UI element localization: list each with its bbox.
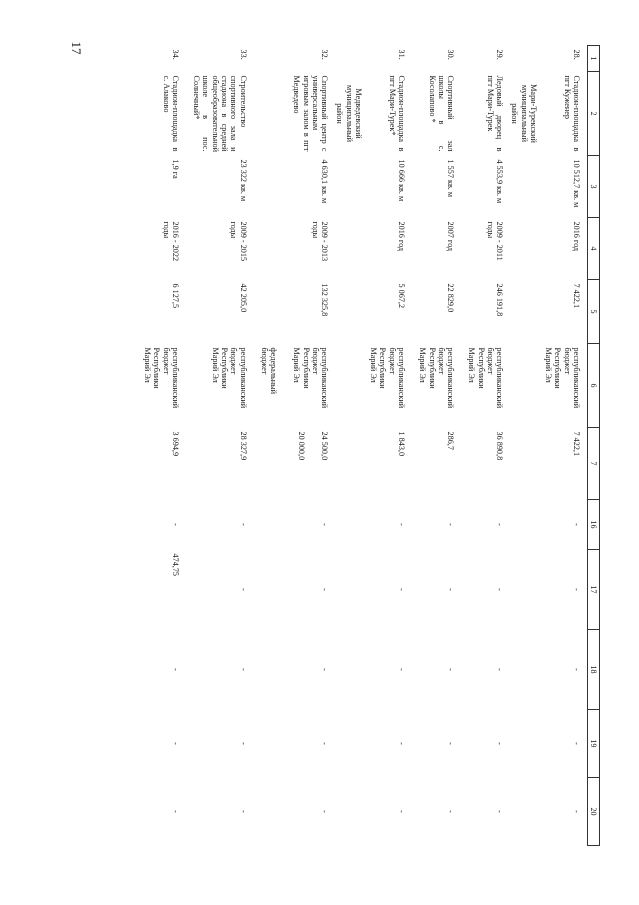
funding-source	[363, 344, 412, 428]
funding-source	[186, 344, 254, 428]
value-col-18: -	[238, 668, 248, 671]
value-col-19: -	[320, 742, 330, 745]
construction-period: 2009 - 2011 годы	[485, 221, 505, 261]
value-col-16: -	[320, 523, 330, 526]
object-capacity: 10 512,7 кв. м	[571, 159, 581, 208]
value-col-16: -	[170, 523, 180, 526]
column-header-3: 3	[587, 156, 599, 218]
funding-amount-line: 24 500,0	[320, 431, 330, 461]
funding-source-line: Марий Эл	[369, 347, 379, 383]
funding-source-line: Марий Эл	[143, 347, 153, 383]
value-col-19: -	[446, 742, 456, 745]
object-name: Стадион-площадка в с. Алаково	[161, 75, 180, 152]
object-name: Строительство спортивного зала и стадиона в средней общеобразовательной школе в пос. Солнечный*	[192, 75, 248, 153]
value-col-18: -	[446, 668, 456, 671]
empty-cell	[335, 218, 363, 280]
funding-source	[461, 344, 510, 428]
object-name: Спортивный зал школы в с. Косолапово *	[427, 75, 456, 152]
funding-source-line: Марий Эл	[544, 347, 554, 383]
funding-source	[254, 344, 336, 428]
empty-cell	[510, 550, 538, 630]
value-col-18: -	[495, 668, 505, 671]
empty-cell	[510, 344, 538, 428]
funding-source-line: бюджет	[310, 347, 320, 375]
column-header-18: 18	[587, 630, 599, 710]
row-number: 29.	[495, 49, 505, 60]
funding-source-line: республиканский	[446, 347, 456, 409]
funding-source-line: бюджет	[229, 347, 239, 375]
value-col-18: -	[396, 668, 406, 671]
column-header-17: 17	[587, 550, 599, 630]
district-name	[335, 72, 363, 156]
funding-amount-secondary-line: 20 000,0	[296, 431, 306, 461]
column-header-2: 2	[587, 72, 599, 156]
funding-source-line: республиканский	[170, 347, 180, 409]
row-number: 33.	[238, 49, 248, 60]
funding-amount: 1 843,0	[396, 431, 406, 457]
object-capacity: 4 630,1 кв. м	[320, 159, 330, 204]
funding-source-line: Республики	[427, 347, 437, 389]
table-row	[412, 46, 461, 846]
funding-source-line: бюджет	[436, 347, 446, 375]
estimated-cost: 7 422,1	[571, 283, 581, 309]
empty-cell	[510, 778, 538, 846]
empty-cell	[335, 778, 363, 846]
empty-cell	[335, 710, 363, 778]
empty-cell	[510, 218, 538, 280]
table-body	[137, 46, 588, 846]
column-header-1: 1	[587, 46, 599, 72]
construction-period: 2016 год	[396, 221, 406, 252]
object-name: Спортивный центр с универсальным игровым залом в пгт Медведево	[292, 75, 330, 152]
object-name: Стадион-площадка в пгт Куженер	[562, 75, 581, 152]
row-number: 31.	[396, 49, 406, 60]
table-row	[137, 46, 186, 846]
value-col-20: -	[238, 810, 248, 813]
empty-cell	[335, 344, 363, 428]
estimated-cost: 5 067,2	[396, 283, 406, 309]
value-col-16: -	[571, 523, 581, 526]
empty-cell	[510, 630, 538, 710]
funding-source-line: республиканский	[238, 347, 248, 409]
construction-period: 2009 - 2015 годы	[229, 221, 248, 262]
value-col-19: -	[571, 742, 581, 745]
empty-cell	[510, 280, 538, 344]
funding-source-line: республиканский	[495, 347, 505, 409]
document-sheet	[40, 40, 600, 850]
funding-source-line: Республики	[220, 347, 229, 389]
funding-amount	[254, 428, 336, 500]
value-col-16: -	[238, 523, 248, 526]
empty-cell	[510, 46, 538, 72]
value-col-18: -	[170, 668, 180, 671]
funding-amount: 286,7	[446, 431, 456, 450]
value-col-17: -	[238, 588, 248, 591]
object-capacity: 4 553,9 кв. м	[495, 159, 505, 204]
value-col-20: -	[495, 810, 505, 813]
value-col-17: -	[320, 588, 330, 591]
empty-cell	[510, 156, 538, 218]
value-col-17: -	[495, 588, 505, 591]
column-header-19: 19	[587, 710, 599, 778]
value-col-19: -	[238, 742, 248, 745]
funding-source-line: бюджет	[387, 347, 397, 375]
object-name: Стадион-площадка в пгт Мари-Турек*	[387, 75, 406, 152]
funding-source	[412, 344, 461, 428]
value-col-17: -	[396, 588, 406, 591]
funding-amount: 36 890,8	[495, 431, 505, 461]
funding-amount: 7 422,1	[571, 431, 581, 457]
funding-amount: 28 327,9	[238, 431, 248, 461]
value-col-20: -	[320, 810, 330, 813]
page-number: 17	[69, 41, 84, 55]
table-row	[363, 46, 412, 846]
value-col-20: -	[571, 810, 581, 813]
value-col-16: -	[495, 523, 505, 526]
empty-cell	[510, 428, 538, 500]
column-header-5: 5	[587, 280, 599, 344]
empty-cell	[335, 500, 363, 550]
construction-period: 2016 год	[571, 221, 581, 252]
value-col-20: -	[446, 810, 456, 813]
table-row	[538, 46, 588, 846]
row-number: 28.	[571, 49, 581, 60]
object-capacity: 1 557 кв. м	[446, 159, 456, 198]
funding-source-line: Марий Эл	[292, 347, 302, 383]
object-capacity: 23 322 кв. м	[238, 159, 248, 202]
value-col-16: -	[446, 523, 456, 526]
estimated-cost: 42 205,0	[238, 283, 248, 313]
funding-source-line: бюджет	[485, 347, 495, 375]
table-row	[186, 46, 254, 846]
row-number: 34.	[170, 49, 180, 60]
district-name	[510, 72, 538, 156]
estimated-cost: 22 829,0	[446, 283, 456, 313]
funding-source-line: Республики	[301, 347, 311, 389]
district-name-line: Мари-Турекский	[528, 84, 538, 143]
funding-source-line: Республики	[152, 347, 162, 389]
estimated-cost: 246 191,8	[495, 283, 505, 317]
funding-source-line: Марий Эл	[210, 347, 220, 383]
district-row	[510, 46, 538, 846]
value-col-17: -	[571, 588, 581, 591]
empty-cell	[510, 710, 538, 778]
row-number: 32.	[320, 49, 330, 60]
object-name: Ледовый дворец в пгт Мари-Турек	[485, 75, 505, 152]
district-name-line: муниципальный район	[510, 85, 529, 142]
district-row	[335, 46, 363, 846]
construction-period: 2007 год	[446, 221, 456, 252]
row-number: 30.	[446, 49, 456, 60]
funding-source-line: Республики	[476, 347, 486, 389]
empty-cell	[335, 550, 363, 630]
funding-source-line: Марий Эл	[418, 347, 428, 383]
funding-source-line: республиканский	[320, 347, 330, 409]
funding-source	[137, 344, 186, 428]
empty-cell	[335, 630, 363, 710]
district-name-line: муниципальный район	[335, 85, 354, 142]
value-col-19: -	[396, 742, 406, 745]
funding-source-line: бюджет	[562, 347, 572, 375]
table-row	[254, 46, 336, 846]
estimated-cost: 6 127,5	[170, 283, 180, 309]
district-name-line: Медведевский	[353, 88, 363, 139]
value-col-20: -	[170, 810, 180, 813]
investment-table	[137, 45, 600, 846]
funding-source-line: республиканский	[571, 347, 581, 409]
table-row	[461, 46, 510, 846]
funding-source-line: бюджет	[161, 347, 171, 375]
column-header-6: 6	[587, 344, 599, 428]
empty-cell	[335, 46, 363, 72]
column-header-7: 7	[587, 428, 599, 500]
funding-source-secondary-line: бюджет	[259, 347, 269, 375]
value-col-20: -	[396, 810, 406, 813]
funding-amount: 3 694,9	[170, 431, 180, 457]
funding-source-line: республиканский	[396, 347, 406, 409]
column-header-16: 16	[587, 500, 599, 550]
object-capacity: 1,9 га	[170, 159, 180, 179]
funding-source-secondary-line: федеральный	[269, 347, 279, 395]
empty-cell	[335, 280, 363, 344]
column-header-4: 4	[587, 218, 599, 280]
funding-source-line: Республики	[378, 347, 388, 389]
value-col-19: -	[170, 742, 180, 745]
value-col-17: -	[446, 588, 456, 591]
funding-source-line: Республики	[553, 347, 563, 389]
value-col-19: -	[495, 742, 505, 745]
value-col-18: -	[571, 668, 581, 671]
value-col-17: 474,75	[170, 553, 180, 577]
empty-cell	[335, 428, 363, 500]
table-header	[587, 46, 599, 846]
empty-cell	[335, 156, 363, 218]
funding-source-line: Марий Эл	[467, 347, 477, 383]
value-col-16: -	[396, 523, 406, 526]
estimated-cost: 132 325,8	[320, 283, 330, 317]
object-capacity: 10 666 кв. м	[396, 159, 406, 202]
empty-cell	[510, 500, 538, 550]
value-col-18: -	[320, 668, 330, 671]
column-header-20: 20	[587, 778, 599, 846]
funding-source	[538, 344, 588, 428]
construction-period: 2009 - 2013 годы	[310, 221, 330, 262]
construction-period: 2016 - 2022 годы	[161, 221, 180, 262]
